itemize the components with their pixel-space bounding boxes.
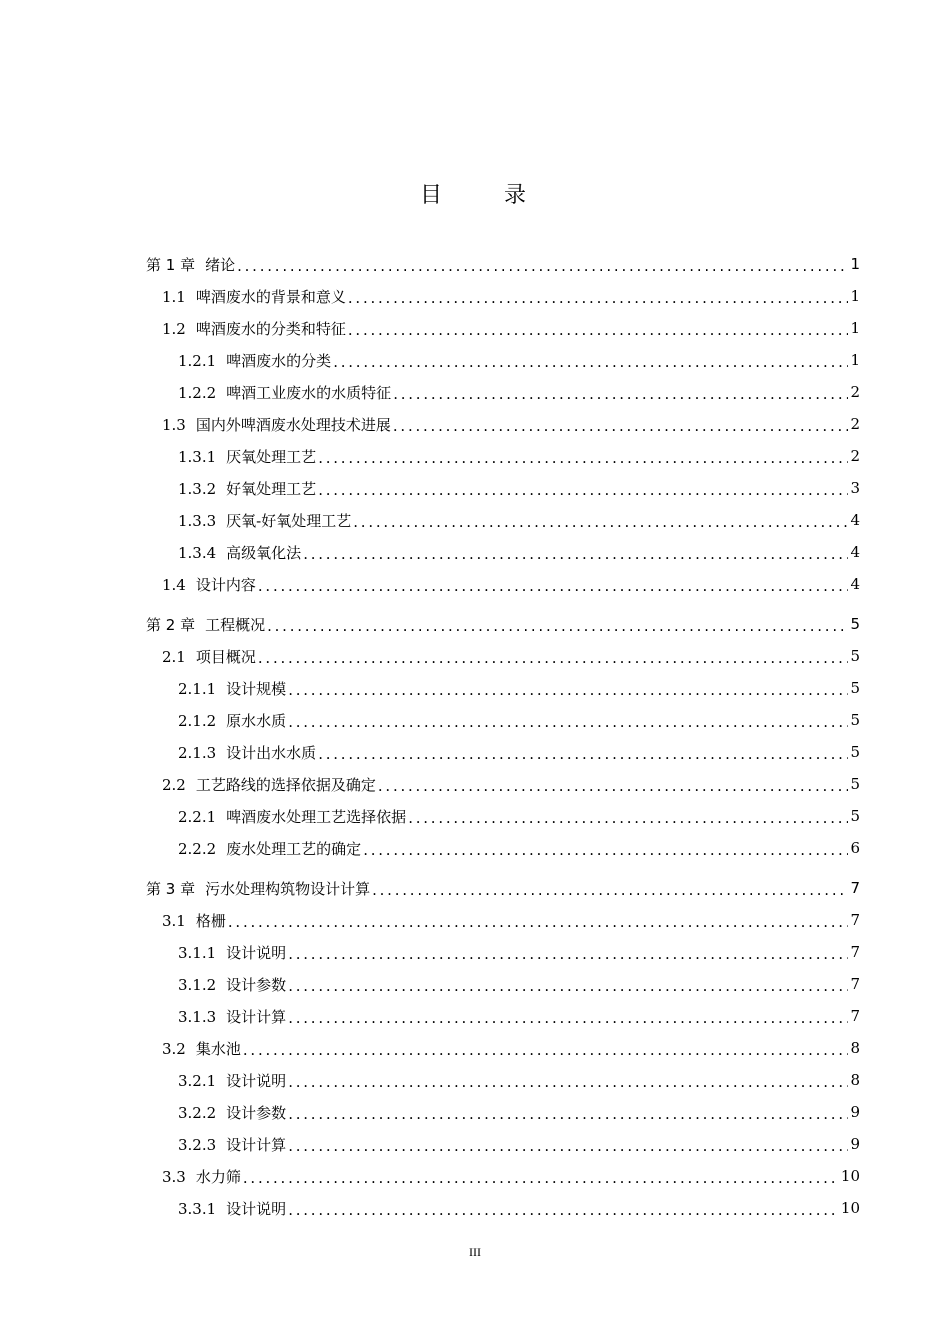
toc-entry-label xyxy=(146,878,370,899)
toc-entry-number: 3.2.1 xyxy=(178,1071,217,1090)
toc-entry-title: 好氧处理工艺 xyxy=(226,479,317,498)
toc-entry-title: 水力筛 xyxy=(195,1167,241,1186)
toc-entry-label xyxy=(178,1198,286,1219)
toc-entry-label xyxy=(162,286,346,307)
toc-entry-page: 7 xyxy=(850,975,860,993)
toc-section-entry[interactable] xyxy=(146,1000,860,1032)
toc-entry-page: 10 xyxy=(840,1167,860,1185)
toc-dot-leader xyxy=(318,481,848,499)
toc-section-entry[interactable] xyxy=(146,312,860,344)
toc-entry-page: 1 xyxy=(850,351,860,369)
toc-entry-page: 4 xyxy=(850,511,860,529)
toc-entry-label xyxy=(178,1070,286,1091)
toc-entry-title: 设计规模 xyxy=(226,679,287,698)
toc-entry-number: 3.1.2 xyxy=(178,975,217,994)
toc-section-entry[interactable] xyxy=(146,736,860,768)
toc-entry-label xyxy=(178,350,331,371)
toc-section-entry[interactable] xyxy=(146,440,860,472)
toc-entry-title: 工艺路线的选择依据及确定 xyxy=(195,775,376,794)
toc-entry-title: 污水处理构筑物设计计算 xyxy=(205,879,371,898)
toc-entry-label xyxy=(162,646,256,667)
toc-section-entry[interactable] xyxy=(146,800,860,832)
toc-section-entry[interactable] xyxy=(146,1064,860,1096)
toc-entry-page: 1 xyxy=(850,319,860,337)
toc-dot-leader xyxy=(303,545,848,563)
toc-section-entry[interactable] xyxy=(146,1032,860,1064)
toc-entry-number: 3.2.3 xyxy=(178,1135,217,1154)
table-of-contents xyxy=(146,248,860,1224)
toc-entry-number: 1.2 xyxy=(162,319,186,338)
toc-entry-number: 3.2.2 xyxy=(178,1103,217,1122)
toc-dot-leader xyxy=(393,385,848,403)
toc-section-entry[interactable] xyxy=(146,568,860,600)
toc-entry-page: 2 xyxy=(850,383,860,401)
toc-entry-page: 9 xyxy=(850,1103,860,1121)
toc-section-entry[interactable] xyxy=(146,1096,860,1128)
toc-entry-page: 9 xyxy=(850,1135,860,1153)
toc-entry-title: 国内外啤酒废水处理技术进展 xyxy=(195,415,391,434)
toc-entry-title: 设计内容 xyxy=(195,575,256,594)
toc-entry-number: 2.2.1 xyxy=(178,807,217,826)
toc-entry-label xyxy=(178,806,406,827)
toc-dot-leader xyxy=(237,257,848,275)
toc-entry-title: 啤酒废水的分类和特征 xyxy=(195,319,346,338)
toc-entry-label xyxy=(178,1134,286,1155)
toc-entry-number: 第 2 章 xyxy=(146,615,196,634)
toc-entry-number: 3.2 xyxy=(162,1039,186,1058)
toc-entry-number: 3.3.1 xyxy=(178,1199,217,1218)
toc-entry-page: 5 xyxy=(850,807,860,825)
toc-entry-label xyxy=(178,678,286,699)
toc-entry-number: 1.3.3 xyxy=(178,511,217,530)
toc-entry-number: 2.2.2 xyxy=(178,839,217,858)
toc-chapter-entry[interactable] xyxy=(146,248,860,280)
toc-dot-leader xyxy=(243,1169,839,1187)
toc-entry-page: 7 xyxy=(850,879,860,897)
toc-entry-title: 厌氧-好氧处理工艺 xyxy=(226,511,352,530)
toc-entry-page: 7 xyxy=(850,1007,860,1025)
toc-entry-title: 高级氧化法 xyxy=(226,543,302,562)
toc-entry-label xyxy=(178,710,286,731)
toc-entry-title: 啤酒废水的背景和意义 xyxy=(195,287,346,306)
toc-section-entry[interactable] xyxy=(146,344,860,376)
toc-entry-page: 7 xyxy=(850,943,860,961)
toc-entry-number: 2.1 xyxy=(162,647,186,666)
toc-section-entry[interactable] xyxy=(146,1192,860,1224)
toc-entry-title: 设计参数 xyxy=(226,1103,287,1122)
toc-entry-page: 1 xyxy=(850,255,860,273)
toc-dot-leader xyxy=(288,681,848,699)
toc-entry-label xyxy=(178,742,316,763)
toc-dot-leader xyxy=(288,945,848,963)
toc-entry-title: 啤酒废水处理工艺选择依据 xyxy=(226,807,407,826)
toc-entry-label xyxy=(162,910,226,931)
toc-entry-title: 格栅 xyxy=(195,911,226,930)
toc-entry-title: 项目概况 xyxy=(195,647,256,666)
toc-entry-page: 2 xyxy=(850,447,860,465)
toc-section-entry[interactable] xyxy=(146,1160,860,1192)
toc-dot-leader xyxy=(408,809,848,827)
toc-dot-leader xyxy=(318,745,848,763)
toc-entry-label xyxy=(178,974,286,995)
toc-entry-title: 原水水质 xyxy=(226,711,287,730)
toc-chapter-entry[interactable] xyxy=(146,608,860,640)
toc-entry-page: 1 xyxy=(850,287,860,305)
toc-entry-number: 2.1.3 xyxy=(178,743,217,762)
toc-entry-page: 2 xyxy=(850,415,860,433)
toc-dot-leader xyxy=(378,777,848,795)
toc-entry-number: 3.3 xyxy=(162,1167,186,1186)
toc-entry-title: 设计说明 xyxy=(226,943,287,962)
toc-entry-page: 4 xyxy=(850,575,860,593)
toc-dot-leader xyxy=(348,321,848,339)
toc-section-entry[interactable] xyxy=(146,280,860,312)
toc-entry-page: 5 xyxy=(850,615,860,633)
toc-entry-number: 第 1 章 xyxy=(146,255,196,274)
toc-section-entry[interactable] xyxy=(146,832,860,864)
toc-section-entry[interactable] xyxy=(146,472,860,504)
toc-entry-label xyxy=(146,614,265,635)
toc-entry-page: 5 xyxy=(850,775,860,793)
toc-dot-leader xyxy=(393,417,848,435)
toc-dot-leader xyxy=(288,1201,839,1219)
toc-section-entry[interactable] xyxy=(146,968,860,1000)
toc-entry-title: 设计出水水质 xyxy=(226,743,317,762)
toc-entry-title: 设计说明 xyxy=(226,1199,287,1218)
toc-section-entry[interactable] xyxy=(146,936,860,968)
toc-entry-label xyxy=(178,1102,286,1123)
toc-entry-number: 1.1 xyxy=(162,287,186,306)
toc-entry-number: 第 3 章 xyxy=(146,879,196,898)
toc-entry-number: 1.2.2 xyxy=(178,383,217,402)
toc-entry-number: 3.1.1 xyxy=(178,943,217,962)
toc-entry-page: 3 xyxy=(850,479,860,497)
toc-entry-page: 6 xyxy=(850,839,860,857)
toc-dot-leader xyxy=(348,289,848,307)
toc-entry-page: 8 xyxy=(850,1071,860,1089)
toc-entry-number: 3.1.3 xyxy=(178,1007,217,1026)
toc-entry-number: 2.1.1 xyxy=(178,679,217,698)
toc-section-entry[interactable] xyxy=(146,672,860,704)
toc-dot-leader xyxy=(267,617,848,635)
toc-section-entry[interactable] xyxy=(146,1128,860,1160)
toc-entry-label xyxy=(178,1006,286,1027)
toc-entry-label xyxy=(162,414,391,435)
toc-entry-number: 3.1 xyxy=(162,911,186,930)
toc-dot-leader xyxy=(288,713,848,731)
toc-section-entry[interactable] xyxy=(146,408,860,440)
toc-entry-number: 1.3 xyxy=(162,415,186,434)
toc-section-entry[interactable] xyxy=(146,704,860,736)
toc-dot-leader xyxy=(288,1137,848,1155)
toc-entry-number: 2.2 xyxy=(162,775,186,794)
toc-entry-page: 5 xyxy=(850,743,860,761)
toc-entry-label xyxy=(162,774,376,795)
toc-entry-page: 5 xyxy=(850,711,860,729)
toc-entry-number: 2.1.2 xyxy=(178,711,217,730)
page-number: III xyxy=(469,1245,481,1259)
toc-entry-title: 集水池 xyxy=(195,1039,241,1058)
toc-entry-title: 设计计算 xyxy=(226,1007,287,1026)
toc-entry-page: 7 xyxy=(850,911,860,929)
toc-entry-title: 啤酒工业废水的水质特征 xyxy=(226,383,392,402)
toc-entry-label xyxy=(178,382,391,403)
toc-dot-leader xyxy=(243,1041,848,1059)
toc-entry-label xyxy=(162,318,346,339)
toc-entry-label xyxy=(178,510,351,531)
toc-dot-leader xyxy=(372,881,848,899)
toc-dot-leader xyxy=(228,913,848,931)
toc-chapter-entry[interactable] xyxy=(146,872,860,904)
toc-entry-title: 绪论 xyxy=(205,255,236,274)
toc-entry-label xyxy=(178,478,316,499)
toc-dot-leader xyxy=(258,577,848,595)
toc-entry-number: 1.3.4 xyxy=(178,543,217,562)
toc-entry-page: 5 xyxy=(850,647,860,665)
toc-section-entry[interactable] xyxy=(146,904,860,936)
toc-section-entry[interactable] xyxy=(146,376,860,408)
toc-section-entry[interactable] xyxy=(146,640,860,672)
toc-entry-label xyxy=(162,1038,241,1059)
toc-entry-title: 废水处理工艺的确定 xyxy=(226,839,362,858)
toc-entry-number: 1.4 xyxy=(162,575,186,594)
toc-dot-leader xyxy=(353,513,848,531)
toc-entry-label xyxy=(146,254,235,275)
toc-entry-title: 工程概况 xyxy=(205,615,266,634)
toc-dot-leader xyxy=(333,353,848,371)
toc-dot-leader xyxy=(288,1009,848,1027)
toc-entry-number: 1.2.1 xyxy=(178,351,217,370)
toc-entry-label xyxy=(178,942,286,963)
toc-entry-title: 设计说明 xyxy=(226,1071,287,1090)
toc-dot-leader xyxy=(363,841,848,859)
toc-section-entry[interactable] xyxy=(146,768,860,800)
toc-entry-title: 厌氧处理工艺 xyxy=(226,447,317,466)
toc-section-entry[interactable] xyxy=(146,504,860,536)
toc-dot-leader xyxy=(258,649,848,667)
toc-section-entry[interactable] xyxy=(146,536,860,568)
toc-entry-title: 设计参数 xyxy=(226,975,287,994)
page-title: 目 录 xyxy=(419,183,546,208)
toc-entry-label xyxy=(162,1166,241,1187)
toc-entry-label xyxy=(178,446,316,467)
toc-entry-page: 10 xyxy=(840,1199,860,1217)
toc-entry-number: 1.3.1 xyxy=(178,447,217,466)
toc-entry-title: 啤酒废水的分类 xyxy=(226,351,332,370)
toc-entry-number: 1.3.2 xyxy=(178,479,217,498)
toc-entry-label xyxy=(162,574,256,595)
toc-dot-leader xyxy=(288,977,848,995)
toc-entry-page: 8 xyxy=(850,1039,860,1057)
toc-entry-title: 设计计算 xyxy=(226,1135,287,1154)
toc-entry-page: 4 xyxy=(850,543,860,561)
toc-entry-page: 5 xyxy=(850,679,860,697)
toc-dot-leader xyxy=(318,449,848,467)
toc-entry-label xyxy=(178,838,361,859)
toc-entry-label xyxy=(178,542,301,563)
toc-dot-leader xyxy=(288,1105,848,1123)
toc-dot-leader xyxy=(288,1073,848,1091)
